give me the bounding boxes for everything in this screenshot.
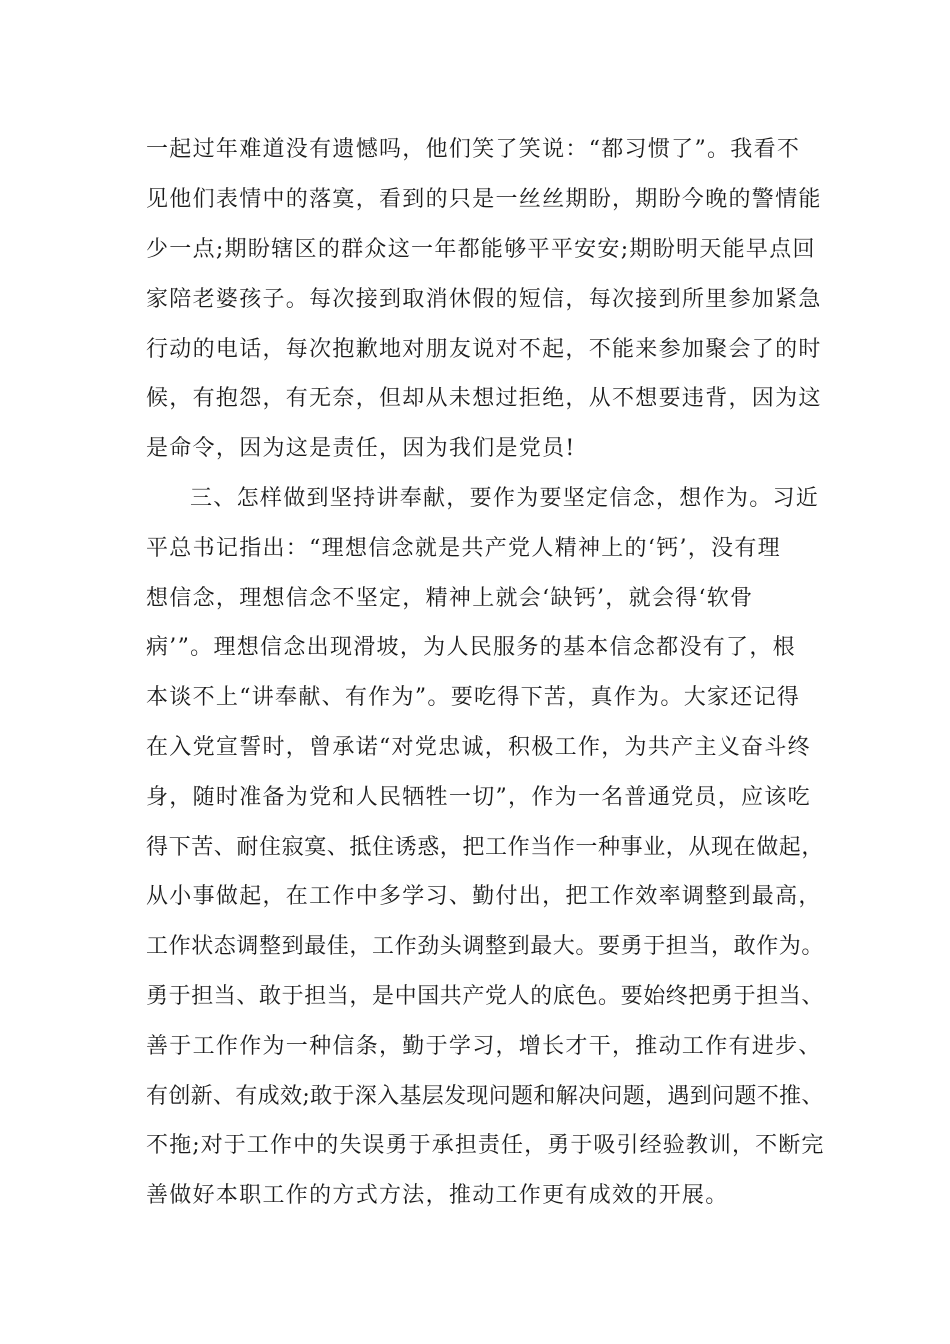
text-line: 从小事做起，在工作中多学习、勤付出，把工作效率调整到最高， xyxy=(146,884,822,909)
text-line: 病’”。理想信念出现滑坡，为人民服务的基本信念都没有了，根 xyxy=(146,635,796,660)
text-line: 见他们表情中的落寞，看到的只是一丝丝期盼，期盼今晚的警情能 xyxy=(146,187,822,212)
text-line: 家陪老婆孩子。每次接到取消休假的短信，每次接到所里参加紧急 xyxy=(146,287,822,312)
text-line: 善做好本职工作的方式方法，推动工作更有成效的开展。 xyxy=(146,1183,729,1208)
text-line: 想信念，理想信念不坚定，精神上就会‘缺钙’，就会得‘软骨 xyxy=(146,586,754,611)
text-line: 工作状态调整到最佳，工作劲头调整到最大。要勇于担当，敢作为。 xyxy=(146,934,825,959)
paragraph-first-line: 三、怎样做到坚持讲奉献，要作为要坚定信念，想作为。习近 xyxy=(190,486,820,511)
text-line: 身，随时准备为党和人民牺牲一切”，作为一名普通党员，应该吃 xyxy=(146,785,811,810)
text-line: 本谈不上“讲奉献、有作为”。要吃得下苦，真作为。大家还记得 xyxy=(146,685,801,710)
text-line: 少一点;期盼辖区的群众这一年都能够平平安安;期盼明天能早点回 xyxy=(146,237,816,262)
text-line: 得下苦、耐住寂寞、抵住诱惑，把工作当作一种事业，从现在做起， xyxy=(146,835,825,860)
text-line: 不拖;对于工作中的失误勇于承担责任，勇于吸引经验教训，不断完 xyxy=(146,1133,825,1158)
text-line: 有创新、有成效;敢于深入基层发现问题和解决问题，遇到问题不推、 xyxy=(146,1084,824,1109)
text-line: 勇于担当、敢于担当，是中国共产党人的底色。要始终把勇于担当、 xyxy=(146,984,825,1009)
text-line: 平总书记指出：“理想信念就是共产党人精神上的‘钙’，没有理 xyxy=(146,536,781,561)
text-line: 是命令，因为这是责任，因为我们是党员! xyxy=(146,436,576,461)
text-line: 善于工作作为一种信条，勤于学习，增长才干，推动工作有进步、 xyxy=(146,1034,822,1059)
text-line: 在入党宣誓时，曾承诺“对党忠诚，积极工作，为共产主义奋斗终 xyxy=(146,735,811,760)
text-line: 行动的电话，每次抱歉地对朋友说对不起，不能来参加聚会了的时 xyxy=(146,337,822,362)
text-line: 候，有抱怨，有无奈，但却从未想过拒绝，从不想要违背，因为这 xyxy=(146,386,822,411)
text-line: 一起过年难道没有遗憾吗，他们笑了笑说：“都习惯了”。我看不 xyxy=(146,137,801,162)
